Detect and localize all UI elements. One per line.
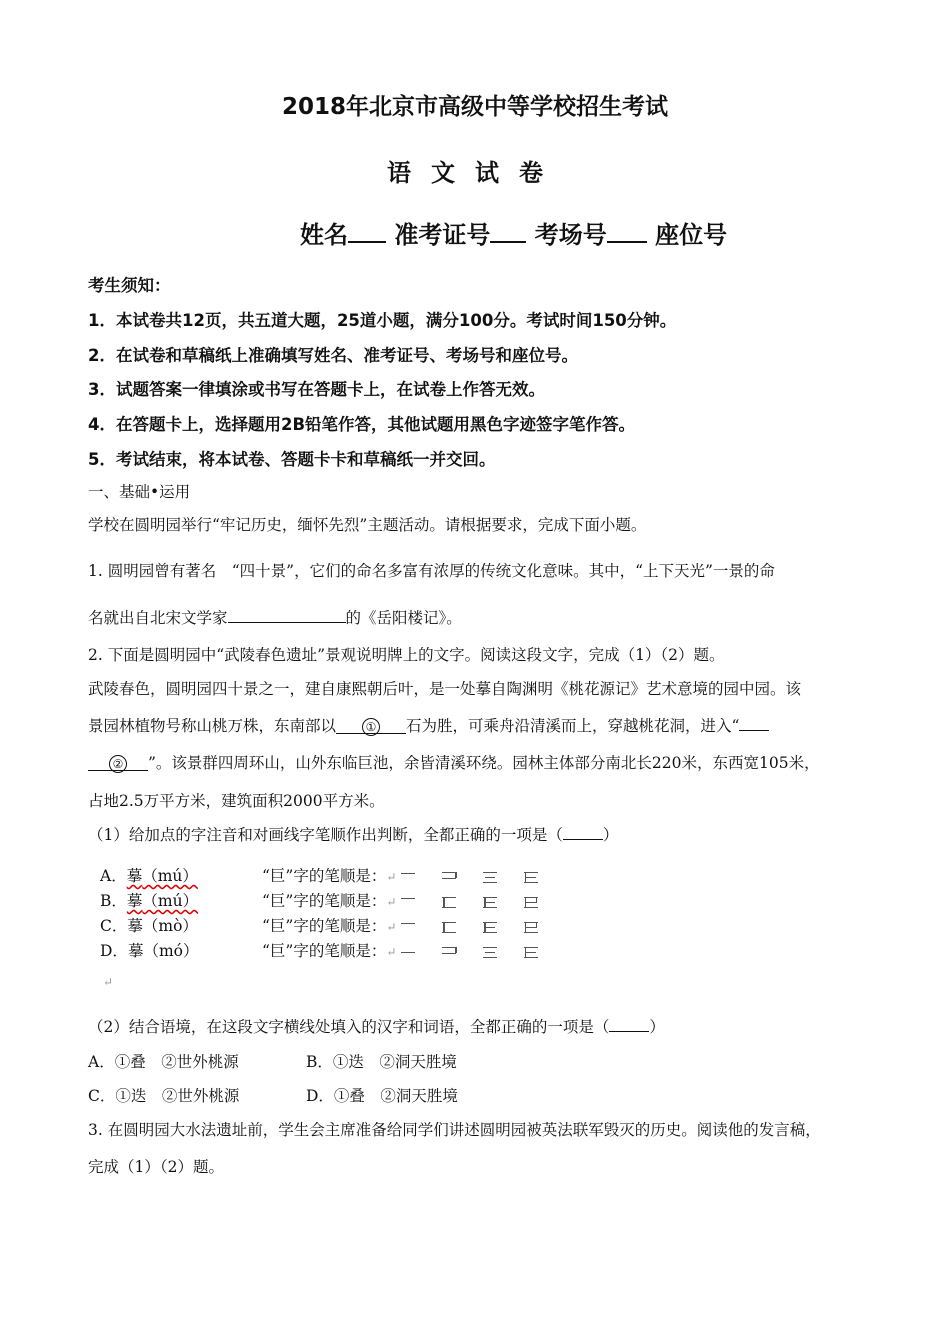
return-mark: ↵: [386, 895, 397, 909]
notice-item-1: 1．本试卷共12页，共五道大题，25道小题，满分100分。考试时间150分钟。: [88, 311, 677, 330]
option-label: C．: [100, 917, 128, 935]
stroke-step-4-icon: [524, 946, 540, 958]
option-char: 摹: [126, 892, 143, 910]
notice-item-3: 3．试题答案一律填涂或书写在答题卡上，在试卷上作答无效。: [88, 380, 545, 399]
q2-text-c: ”。该景群四周环山，山外东临巨池，余皆清溪环绕。园林主体部分南北长220米，东西宽105米，: [148, 754, 820, 772]
stroke-step-3-icon: [483, 946, 499, 958]
q1-text-b: 的《岳阳楼记》。: [345, 609, 462, 627]
stroke-step-2-icon: [442, 871, 458, 883]
option2-b: B．①迭 ②洞天胜境: [306, 1053, 457, 1071]
stroke-step-2-icon: [442, 921, 458, 933]
q2-blank-2-start: [739, 714, 769, 731]
q2-sub1-close: ）: [602, 826, 619, 844]
stroke-step-4-icon: [524, 896, 540, 908]
option2-a: A．①叠 ②世外桃源: [88, 1053, 239, 1071]
q1-answer-blank: [228, 606, 346, 623]
q2-passage-3: [88, 751, 820, 773]
q2-passage-2: [88, 714, 769, 736]
info-seat: 座位号: [655, 221, 728, 249]
exam-title: 2018年北京市高级中等学校招生考试: [281, 94, 668, 120]
q2-sub2-close: ）: [649, 1018, 665, 1036]
stroke-step-1-icon: [401, 871, 417, 883]
stroke-step-2-icon: [442, 946, 458, 958]
q2-sub1-text: （1）给加点的字注音和对画线字笔顺作出判断，全都正确的一项是（: [88, 826, 563, 844]
q2-intro: 2. 下面是圆明园中“武陵春色遗址”景观说明牌上的文字。阅读这段文字，完成（1）（2）题。: [88, 646, 725, 664]
stroke-label: “巨”字的笔顺是：: [262, 892, 387, 910]
stroke-step-1-icon: [401, 946, 417, 958]
q2-sub2-text: （2）结合语境，在这段文字横线处填入的汉字和词语，全都正确的一项是（: [88, 1018, 610, 1036]
return-mark: ↵: [386, 945, 397, 959]
option-pinyin: （mò）: [142, 917, 198, 935]
stroke-row-c: [262, 914, 560, 936]
stroke-label: “巨”字的笔顺是：: [262, 942, 387, 960]
stroke-step-1-icon: [401, 921, 417, 933]
stroke-step-2-icon: [442, 896, 458, 908]
q2-passage-1: 武陵春色，圆明园四十景之一，建自康熙朝后叶，是一处摹自陶渊明《桃花源记》艺术意境的园中园。该: [88, 680, 802, 698]
option-char: 摹: [126, 867, 143, 885]
q3-line2: 完成（1）（2）题。: [88, 1158, 224, 1176]
option2-c: C．①迭 ②世外桃源: [88, 1087, 240, 1105]
notice-item-5: 5．考试结束，将本试卷、答题卡卡和草稿纸一并交回。: [88, 450, 496, 469]
stroke-step-3-icon: [483, 871, 499, 883]
option-char: 摹: [127, 942, 144, 960]
option-char: 摹: [127, 917, 143, 935]
info-name: 姓名: [300, 221, 348, 249]
stroke-row-a: [262, 864, 560, 886]
notice-item-2: 2．在试卷和草稿纸上准确填写姓名、准考证号、考场号和座位号。: [88, 346, 578, 365]
option-pinyin: （mó）: [143, 942, 199, 960]
q1-line1: 1. 圆明园曾有著名 “四十景”，它们的命名多富有浓厚的传统文化意味。其中，“上下天光”一景的命: [88, 562, 775, 580]
return-mark-line: ↵: [103, 975, 114, 989]
section-intro: 学校在圆明园举行“牢记历史，缅怀先烈”主题活动。请根据要求，完成下面小题。: [88, 516, 647, 534]
q3-line1: 3. 在圆明园大水法遗址前，学生会主席准备给同学们讲述圆明园被英法联军毁灭的历史。阅读他的发言稿，: [88, 1121, 821, 1139]
q2-sub2-blank: [609, 1015, 649, 1032]
candidate-info: [300, 215, 727, 250]
option1-a: [100, 864, 198, 886]
q2-blank-2: [88, 754, 148, 771]
q2-text-a: 景园林植物号称山桃万株，东南部以: [88, 717, 337, 735]
q2-sub1-blank: [563, 823, 603, 840]
stroke-label: “巨”字的笔顺是：: [262, 867, 387, 885]
q1-text-a: 名就出自北宋文学家: [88, 609, 228, 627]
notice-heading: 考生须知：: [88, 276, 171, 295]
option-pinyin: （mú）: [142, 892, 199, 910]
stroke-step-4-icon: [524, 921, 540, 933]
stroke-step-4-icon: [524, 871, 540, 883]
return-mark: ↵: [386, 920, 397, 934]
section-heading: 一、基础•运用: [88, 483, 191, 501]
option-label: A．: [100, 867, 127, 885]
q2-passage-4: 占地2.5万平方米，建筑面积2000平方米。: [88, 792, 385, 810]
stroke-row-b: [262, 889, 560, 911]
option-label: D．: [100, 942, 128, 960]
notice-item-4: 4．在答题卡上，选择题用2B铅笔作答，其他试题用黑色字迹签字笔作答。: [88, 415, 636, 434]
option-label: B．: [100, 892, 127, 910]
option1-d: [100, 939, 198, 961]
q2-sub2: [88, 1015, 665, 1037]
stroke-step-3-icon: [483, 921, 499, 933]
q1-line2: [88, 606, 462, 628]
blank-1-marker: ①: [362, 718, 380, 736]
stroke-step-3-icon: [483, 896, 499, 908]
option1-c: [100, 914, 198, 936]
q2-blank-1: [336, 717, 406, 734]
return-mark: ↵: [386, 870, 397, 884]
stroke-row-d: [262, 939, 560, 961]
info-room: 考场号: [534, 221, 607, 249]
option-pinyin: （mú）: [142, 867, 198, 885]
stroke-step-1-icon: [401, 896, 417, 908]
info-ticket: 准考证号: [394, 221, 491, 249]
stroke-label: “巨”字的笔顺是：: [262, 917, 387, 935]
q2-sub1: [88, 823, 618, 845]
q2-text-b: 石为胜，可乘舟沿清溪而上，穿越桃花洞，进入“: [406, 717, 740, 735]
option1-b: [100, 889, 198, 911]
blank-2-marker: ②: [109, 755, 127, 773]
option2-d: D．①叠 ②洞天胜境: [306, 1087, 458, 1105]
paper-subtitle: 语文试卷: [387, 159, 563, 187]
